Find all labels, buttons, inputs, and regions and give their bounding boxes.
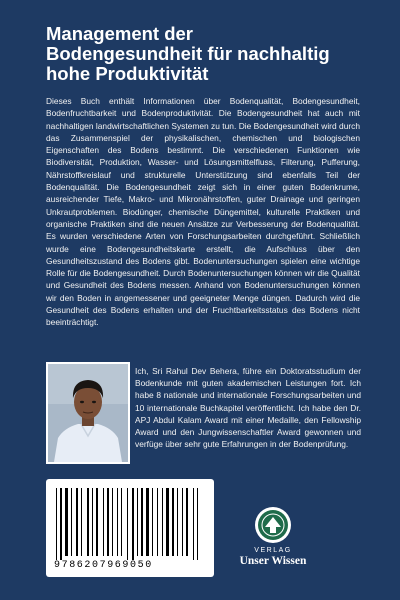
book-title: [46, 24, 376, 84]
publisher-block: [228, 505, 318, 567]
barcode-bar: [112, 488, 113, 556]
book-description: Dieses Buch enthält Informationen über Bodenqualität, Bodengesundheit, Bodenfruchtbarkeit und Bodenproduktivität. Die Bodengesundheit hat auch mit nachhaltigen landwirtschaftlichen Systemen zu tun. Die Bodengesundheit wird durch das Zusammenspiel der physikalischen, chemischen und biologischen Eigenschaften des Bodens bestimmt. Die verschiedenen Funktionen wie Biodiversität, Produktion, Wasser- und Lösungsmittelfluss, Filterung, Pufferung, Nährstoffkreislauf und strukturelle Unterstützung sind ebenfalls Teil der Bodenqualität. Die Bodengesundheit zeigt sich in einer guten Bodenkrume, ausreichender Tiefe, Makro- und Mikronährstoffen, guter Drainage und geringen Unkrautproblemen. Biodünger, chemische Düngemittel, kulturelle Praktiken und organische Praktiken sind die neuen Ansätze zur Verbesserung der Bodenqualität. Es wurden verschiedene Arten von Forschungsarbeiten durchgeführt. Schließlich wurde eine Bodengesundheitskarte erstellt, die Aufschluss über den Gesundheitszustand des Bodens gibt. Bodenuntersuchungen spielen eine wichtige Rolle für die Bodengesundheit. Durch Bodenuntersuchungen können wir die Qualität und Gesundheit des Bodens messen. Anhand von Bodenuntersuchungen können wir den Boden in angemessener und geeigneter Menge düngen. Dadurch wird die Gesundheit des Bodens erhalten und der Fruchtbarkeitsstatus des Bodens nicht beeinträchtigt.: [46, 96, 360, 328]
title-line-3: hohe Produktivität: [46, 63, 209, 84]
barcode-bar: [121, 488, 122, 556]
barcode-bar: [71, 488, 72, 556]
barcode-bar: [92, 488, 93, 556]
isbn-barcode: [46, 479, 214, 577]
isbn-number: 9786207969050: [54, 560, 153, 571]
barcode-graphic: [54, 488, 206, 560]
barcode-bar: [56, 488, 57, 560]
barcode-bar: [117, 488, 118, 556]
barcode-bar: [157, 488, 158, 556]
barcode-bar: [137, 488, 138, 556]
barcode-bar: [197, 488, 198, 560]
barcode-bar: [182, 488, 183, 556]
barcode-bar: [103, 488, 104, 556]
barcode-bar: [65, 488, 68, 556]
barcode-bar: [60, 488, 62, 560]
barcode-bar: [141, 488, 143, 556]
barcode-bar: [127, 488, 128, 560]
publisher-logo-icon: [253, 505, 293, 545]
barcode-bar: [107, 488, 109, 556]
author-bio: Ich, Sri Rahul Dev Behera, führe ein Doktoratsstudium der Bodenkunde mit guten akademischen Leistungen fort. Ich habe 8 nationale und internationale Forschungsarbeiten und 10 internationale Buchkapitel veröffentlicht. Ich habe den Dr. APJ Abdul Kalam Award mit einer Medaille, den Fellowship Award und den Jungwissenschaftler Award gewonnen und verfüge über sehr gute Erfahrungen in der Bodenprüfung.: [135, 366, 361, 450]
publisher-name: Unser Wissen: [239, 555, 307, 567]
author-photo: [46, 362, 130, 464]
barcode-bar: [96, 488, 98, 556]
barcode-bar: [177, 488, 178, 556]
barcode-bar: [193, 488, 194, 560]
barcode-bar: [81, 488, 82, 556]
title-line-1: Management der: [46, 23, 194, 44]
barcode-bar: [172, 488, 174, 556]
barcode-bar: [152, 488, 153, 556]
title-line-2: Bodengesundheit für nachhaltig: [46, 43, 330, 64]
barcode-bar: [146, 488, 149, 556]
barcode-bar: [166, 488, 169, 556]
barcode-bar: [76, 488, 78, 556]
barcode-bar: [162, 488, 163, 556]
barcode-bar: [87, 488, 89, 556]
barcode-bar: [186, 488, 188, 556]
barcode-bar: [132, 488, 134, 560]
publisher-verlag-label: VERLAG: [254, 547, 292, 554]
